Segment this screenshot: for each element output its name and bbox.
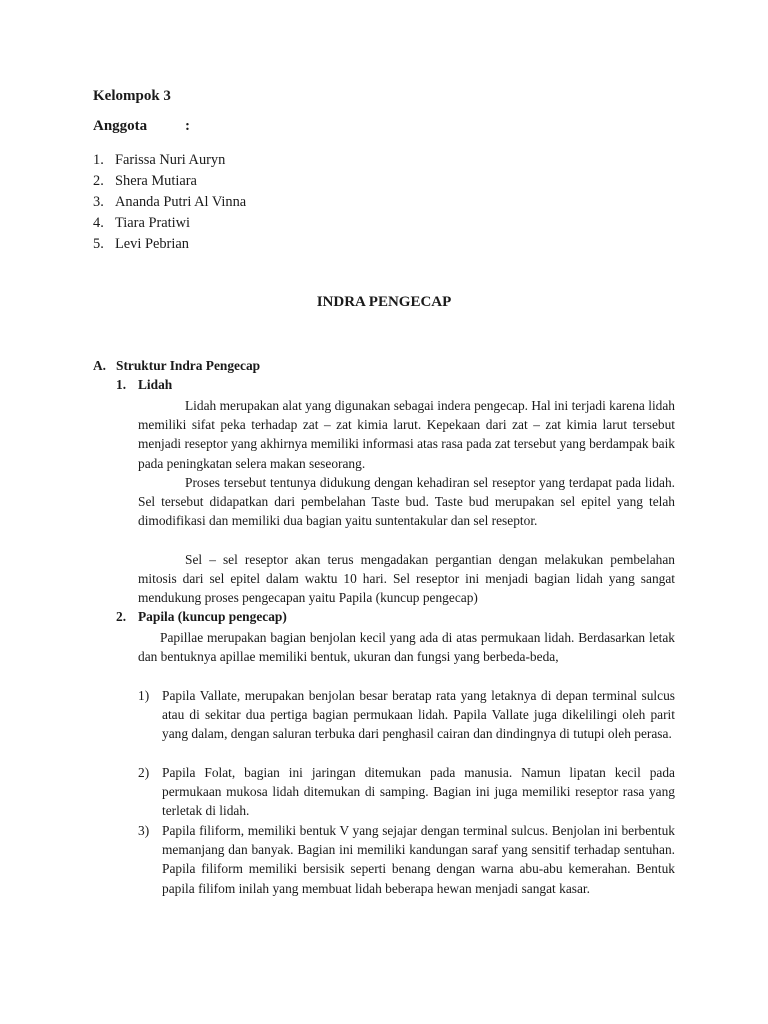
section-letter: A. — [93, 358, 107, 373]
group-title: Kelompok 3 — [93, 88, 171, 104]
section-heading: Struktur Indra Pengecap — [116, 358, 261, 373]
list-number: 5. — [93, 236, 104, 252]
members-label: Anggota — [93, 118, 148, 134]
list-item — [93, 192, 246, 213]
paragraph-lidah-2: Proses tersebut tentunya didukung dengan kehadiran sel reseptor yang terdapat pada lidah. Sel tersebut didapatkan dari pembelahan Taste bud. Taste bud merupakan sel epitel yang telah dimodifikasi dan memiliki dua bagian yaitu suntentakular dan sel reseptor. — [138, 475, 675, 529]
list-item — [138, 763, 675, 821]
paragraph-lidah-3: Sel – sel reseptor akan terus mengadakan pergantian dengan melakukan pembelahan mitosis dari sel epitel dalam waktu 10 hari. Sel reseptor ini menjadi bagian lidah yang sangat mendukung proses pengecapan yaitu Papila (kuncup pengecap) — [138, 552, 675, 606]
member-name: Tiara Pratiwi — [115, 215, 191, 231]
list-item — [93, 234, 246, 255]
paragraph-lidah-1: Lidah merupakan alat yang digunakan sebagai indera pengecap. Hal ini terjadi karena lidah memiliki sifat peka terhadap zat – zat kimia larut. Kepekaan dari zat – zat kimia larut tersebut menjadi reseptor yang akhirnya memiliki informasi atas rasa pada zat tersebut yang berdampak baik pada peningkatan selera makan seseorang. — [138, 398, 675, 471]
list-item — [93, 150, 246, 171]
member-list — [93, 150, 246, 255]
list-number: 2) — [138, 765, 150, 780]
subsection-number: 1. — [116, 377, 127, 392]
list-item-text: Papila filiform, memiliki bentuk V yang sejajar dengan terminal sulcus. Benjolan ini berbentuk memanjang dan banyak. Bagian ini memiliki kandungan saraf yang sensitif terhadap sentuhan. Papila filiform memiliki bersisik seperti benang dengan warna abu-abu kemerahan. Bentuk papila filifom inilah yang membuat lidah beberapa hewan menjadi sangat kasar. — [162, 823, 675, 896]
list-number: 2. — [93, 173, 104, 189]
member-name: Levi Pebrian — [115, 236, 189, 252]
paragraph-papila-intro: Papillae merupakan bagian benjolan kecil yang ada di atas permukaan lidah. Berdasarkan letak dan bentuknya apillae memiliki bentuk, ukuran dan fungsi yang berbeda-beda, — [138, 630, 675, 665]
document-title: INDRA PENGECAP — [316, 294, 452, 310]
subsection-heading: Lidah — [138, 377, 173, 392]
subsection-number: 2. — [116, 609, 127, 624]
members-colon: : — [185, 118, 190, 134]
member-name: Shera Mutiara — [115, 173, 197, 189]
member-name: Farissa Nuri Auryn — [115, 152, 226, 168]
list-item-text: Papila Vallate, merupakan benjolan besar beratap rata yang letaknya di depan terminal sulcus atau di sekitar dua pertiga bagian permukaan lidah. Papila Vallate juga dikelilingi oleh parit yang dalam, dengan saluran terbuka dari penghasil cairan dan dindingnya di tutupi oleh perasa. — [162, 688, 675, 742]
list-number: 4. — [93, 215, 104, 231]
list-item — [138, 821, 675, 898]
list-number: 1) — [138, 688, 150, 703]
list-number: 3. — [93, 194, 104, 210]
member-name: Ananda Putri Al Vinna — [115, 194, 247, 210]
subsection-heading: Papila (kuncup pengecap) — [138, 609, 287, 624]
list-item-text: Papila Folat, bagian ini jaringan ditemukan pada manusia. Namun lipatan kecil pada permukaan mukosa lidah ditemukan di samping. Bagian ini juga memiliki reseptor rasa yang terletak di lidah. — [162, 765, 675, 819]
list-item — [138, 686, 675, 744]
list-number: 1. — [93, 152, 104, 168]
list-item — [93, 213, 246, 234]
list-number: 3) — [138, 823, 150, 838]
list-item — [93, 171, 246, 192]
